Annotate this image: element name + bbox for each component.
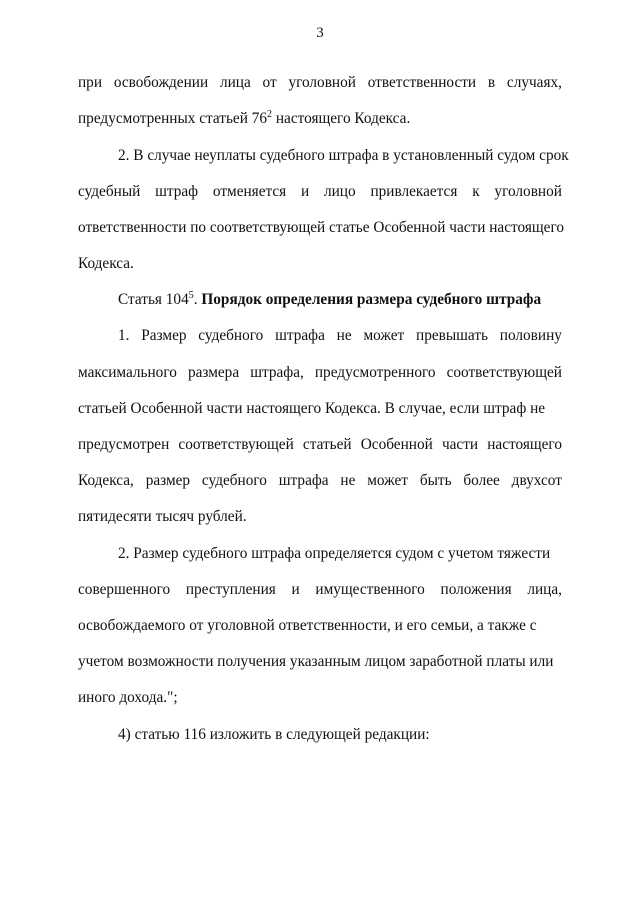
word: штрафа bbox=[275, 327, 325, 344]
word: ответственности bbox=[367, 74, 477, 91]
word: статьей bbox=[302, 436, 352, 453]
word: 1. bbox=[118, 327, 130, 344]
superscript: 2 bbox=[267, 108, 273, 120]
word: и bbox=[301, 183, 310, 200]
word: Особенной bbox=[360, 436, 433, 453]
word: к bbox=[472, 183, 480, 200]
word: случаях, bbox=[506, 74, 562, 91]
word: отменяется bbox=[212, 183, 287, 200]
a1-line-3: статьей Особенной части настоящего Кодекса. В случае, если штраф не bbox=[78, 400, 546, 417]
word: уголовной bbox=[494, 183, 562, 200]
word: настоящего bbox=[487, 436, 562, 453]
article-title: Порядок определения размера судебного штрафа bbox=[197, 291, 542, 308]
a1-line-1 bbox=[118, 327, 562, 345]
a2-line-1: 2. Размер судебного штрафа определяется судом с учетом тяжести bbox=[118, 545, 551, 562]
word: может bbox=[363, 327, 405, 344]
word: совершенного bbox=[78, 581, 171, 598]
word: положения bbox=[440, 581, 512, 598]
word: превышать bbox=[416, 327, 488, 344]
word: предусмотрен bbox=[78, 436, 170, 453]
word: не bbox=[336, 327, 352, 344]
word: быть bbox=[419, 472, 452, 489]
word: не bbox=[340, 472, 356, 489]
word: преступления bbox=[185, 581, 276, 598]
word: половину bbox=[499, 327, 562, 344]
word: в bbox=[487, 74, 496, 91]
word: лица bbox=[219, 74, 251, 91]
word: штрафа, bbox=[250, 364, 304, 381]
word: более bbox=[463, 472, 500, 489]
word: лица, bbox=[527, 581, 562, 598]
p2-line-3: ответственности по соответствующей статье Особенной части настоящего bbox=[78, 219, 564, 236]
word: части bbox=[441, 436, 479, 453]
word: размер bbox=[145, 472, 191, 489]
word: может bbox=[367, 472, 408, 489]
word: Размер bbox=[141, 327, 187, 344]
a1-line-4 bbox=[78, 436, 562, 454]
word: соответствующей bbox=[446, 364, 562, 381]
word: предусмотренного bbox=[314, 364, 436, 381]
word: от bbox=[262, 74, 277, 91]
article-heading: Статья $104^5$. Порядок определения размера судебного штрафа bbox=[118, 289, 542, 308]
word: судебный bbox=[78, 183, 141, 200]
p2-line-1: 2. В случае неуплаты судебного штрафа в установленный судом срок bbox=[118, 147, 569, 164]
word: Кодекса, bbox=[78, 472, 134, 489]
article-superscript: 5 bbox=[188, 289, 194, 301]
page-number: 3 bbox=[316, 25, 324, 41]
word: и bbox=[291, 581, 300, 598]
word: размера bbox=[187, 364, 240, 381]
word: штрафа bbox=[278, 472, 329, 489]
a2-line-3: освобождаемого от уголовной ответственности, и его семьи, а также с bbox=[78, 617, 537, 634]
word: судебного bbox=[201, 472, 267, 489]
intro-line-2: предусмотренных статьей $76^2$ настоящего Кодекса. bbox=[78, 108, 411, 127]
intro-line-1 bbox=[78, 74, 562, 92]
item-4: 4) статью 116 изложить в следующей редакции: bbox=[118, 726, 430, 743]
a2-line-4: учетом возможности получения указанным лицом заработной платы или bbox=[78, 653, 554, 670]
a2-line-2 bbox=[78, 581, 562, 599]
word: штраф bbox=[155, 183, 199, 200]
word: привлекается bbox=[370, 183, 458, 200]
word: при bbox=[78, 74, 103, 91]
a2-line-5: иного дохода."; bbox=[78, 689, 178, 706]
word: судебного bbox=[198, 327, 264, 344]
word: освобождении bbox=[113, 74, 209, 91]
a1-line-2 bbox=[78, 364, 562, 382]
p2-line-4: Кодекса. bbox=[78, 255, 134, 272]
word: двухсот bbox=[511, 472, 562, 489]
word: максимального bbox=[78, 364, 177, 381]
word: имущественного bbox=[315, 581, 425, 598]
word: уголовной bbox=[288, 74, 356, 91]
p2-line-2 bbox=[78, 183, 562, 201]
a1-line-5 bbox=[78, 472, 562, 490]
a1-line-6: пятидесяти тысяч рублей. bbox=[78, 508, 247, 525]
word: соответствующей bbox=[178, 436, 294, 453]
word: лицо bbox=[323, 183, 356, 200]
